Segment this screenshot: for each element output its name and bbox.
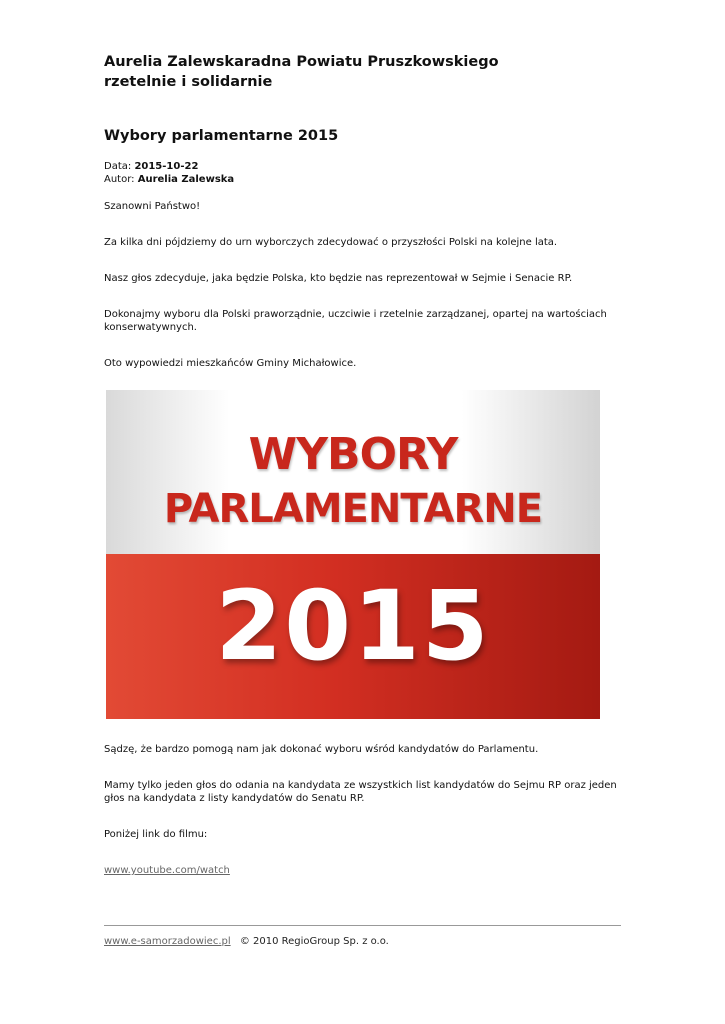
author-label: Autor: [104, 174, 135, 185]
paragraph: Poniżej link do filmu: [104, 829, 208, 840]
paragraph: Dokonajmy wyboru dla Polski praworządnie, uczciwie i rzetelnie zarządzanej, opartej na wartościach konserwatywnych. [104, 309, 607, 333]
banner-text-parlamentarne: PARLAMENTARNE [163, 486, 543, 532]
paragraph: Za kilka dni pójdziemy do urn wyborczych zdecydować o przyszłości Polski na kolejne lata. [104, 237, 558, 248]
paragraph-greeting: Szanowni Państwo! [104, 201, 201, 212]
author-row [104, 173, 624, 186]
site-title-line1: Aurelia Zalewskaradna Powiatu Pruszkowskiego [104, 54, 499, 70]
paragraph: Nasz głos zdecyduje, jaka będzie Polska, kto będzie nas reprezentował w Sejmie i Senacie RP. [104, 273, 573, 284]
paragraph: Mamy tylko jeden głos do odania na kandydata ze wszystkich list kandydatów do Sejmu RP oraz jeden głos na kandydata z listy kandydatów do Senatu RP. [104, 780, 617, 804]
paragraph: Oto wypowiedzi mieszkańców Gminy Michałowice. [104, 358, 357, 369]
site-title [104, 52, 624, 92]
date-row [104, 160, 624, 173]
date-value: 2015-10-22 [134, 161, 199, 172]
banner-text-wybory: WYBORY [248, 429, 458, 480]
footer-site-link[interactable]: www.e-samorzadowiec.pl [104, 936, 231, 947]
election-banner-image [106, 390, 600, 719]
article-meta [104, 160, 624, 186]
date-label: Data: [104, 161, 132, 172]
video-link[interactable]: www.youtube.com/watch [104, 865, 230, 876]
article-title: Wybory parlamentarne 2015 [104, 128, 339, 144]
footer-copyright: © 2010 RegioGroup Sp. z o.o. [239, 936, 389, 947]
banner-year: 2015 [215, 570, 491, 682]
paragraph: Sądzę, że bardzo pomogą nam jak dokonać wyboru wśród kandydatów do Parlamentu. [104, 744, 539, 755]
author-value: Aurelia Zalewska [137, 174, 235, 185]
page-footer [104, 925, 621, 948]
site-title-line2: rzetelnie i solidarnie [104, 74, 273, 90]
video-link-paragraph [104, 864, 624, 877]
document-page [104, 52, 624, 877]
